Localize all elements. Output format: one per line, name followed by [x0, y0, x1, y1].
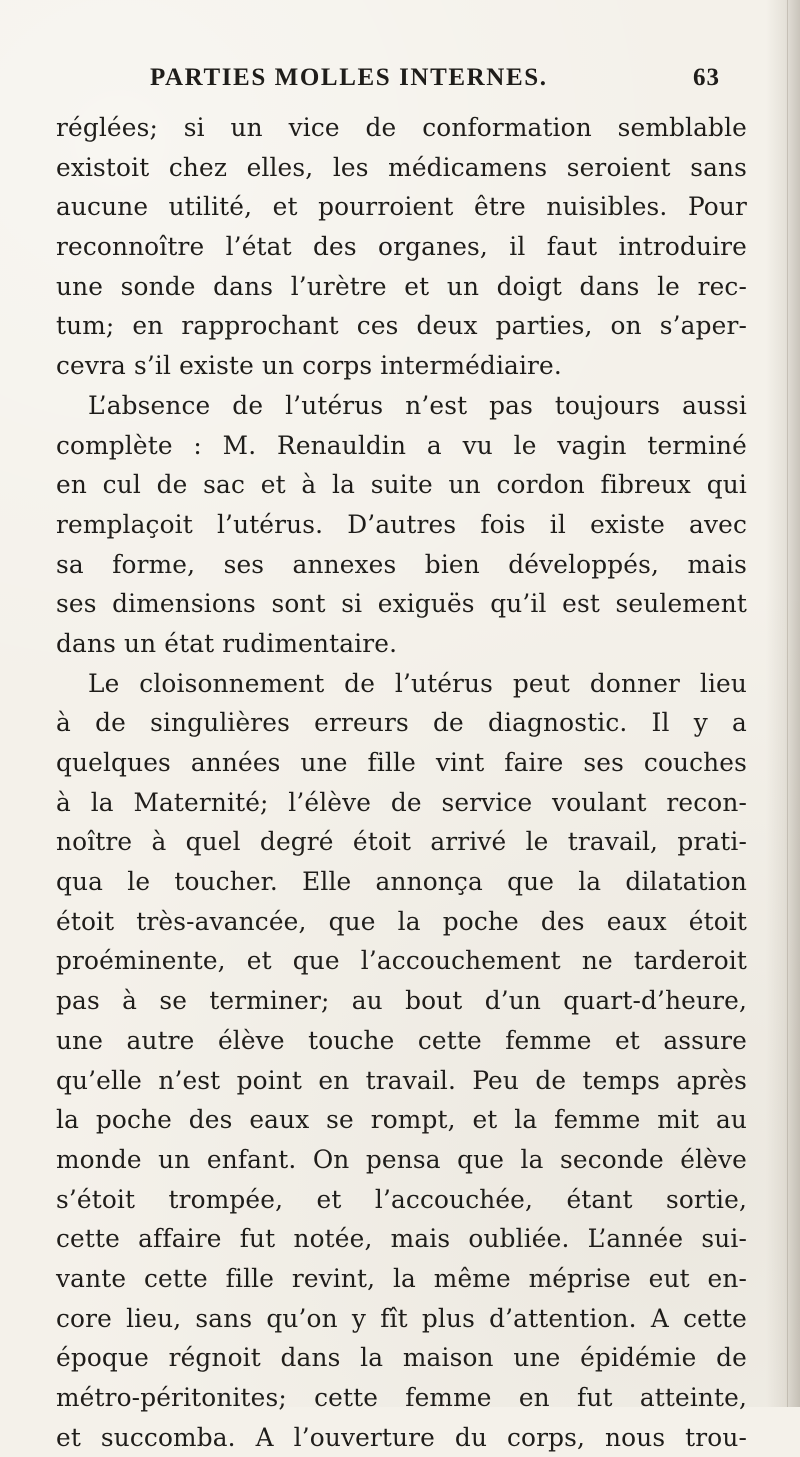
text-line: dans un état rudimentaire.	[56, 628, 398, 658]
text-line: existoit chez elles, les médicamens seroient sans	[56, 152, 747, 182]
page-edge-shadow	[766, 0, 800, 1407]
text-line: Le cloisonnement de l’utérus peut donner lieu	[88, 668, 747, 698]
page-header	[150, 64, 720, 98]
text-line: L’absence de l’utérus n’est pas toujours aussi	[88, 390, 747, 420]
running-title: PARTIES MOLLES INTERNES.	[150, 64, 548, 91]
page-edge-line	[787, 0, 788, 1407]
text-line: core lieu, sans qu’on y fît plus d’attention. A cette	[56, 1303, 747, 1333]
text-line: cette affaire fut notée, mais oubliée. L’année sui-	[56, 1224, 747, 1254]
text-line: époque régnoit dans la maison une épidémie de	[56, 1343, 747, 1373]
text-line: une sonde dans l’urètre et un doigt dans le rec-	[56, 271, 747, 301]
text-line: complète : M. Renauldin a vu le vagin terminé	[56, 430, 747, 460]
text-line: à de singulières erreurs de diagnostic. Il y a	[56, 708, 747, 738]
text-line: qu’elle n’est point en travail. Peu de temps après	[56, 1065, 747, 1095]
text-line: pas à se terminer; au bout d’un quart-d’heure,	[56, 986, 747, 1016]
page-number: 63	[693, 64, 720, 91]
text-line: réglées; si un vice de conformation semblable	[56, 113, 747, 142]
text-line: la poche des eaux se rompt, et la femme mit au	[56, 1105, 747, 1135]
text-line: étoit très-avancée, que la poche des eaux étoit	[56, 906, 747, 936]
text-line: ses dimensions sont si exiguës qu’il est seulement	[56, 589, 747, 619]
text-line: qua le toucher. Elle annonça que la dilatation	[56, 867, 747, 897]
text-line: aucune utilité, et pourroient être nuisibles. Pour	[56, 192, 747, 222]
text-line: tum; en rapprochant ces deux parties, on s’aper-	[56, 311, 747, 341]
text-line: reconnoître l’état des organes, il faut introduire	[56, 232, 747, 262]
text-line: une autre élève touche cette femme et assure	[56, 1025, 747, 1055]
text-line: sa forme, ses annexes bien développés, mais	[56, 549, 747, 579]
text-line: vante cette fille revint, la même méprise eut en-	[56, 1263, 747, 1293]
text-line: proéminente, et que l’accouchement ne tarderoit	[56, 946, 747, 976]
text-line: en cul de sac et à la suite un cordon fibreux qui	[56, 470, 747, 500]
text-line: remplaçoit l’utérus. D’autres fois il existe avec	[56, 509, 747, 539]
text-line: monde un enfant. On pensa que la seconde élève	[56, 1144, 747, 1174]
text-line: métro-péritonites; cette femme en fut atteinte,	[56, 1383, 747, 1412]
text-line: cevra s’il existe un corps intermédiaire.	[56, 351, 562, 381]
text-line: quelques années une fille vint faire ses couches	[56, 748, 747, 777]
text-line: noître à quel degré étoit arrivé le travail, prati-	[56, 827, 747, 857]
text-line: et succomba. A l’ouverture du corps, nous trou-	[56, 1422, 747, 1452]
body-text	[56, 108, 747, 1452]
text-line: à la Maternité; l’élève de service voulant recon-	[56, 787, 747, 817]
text-line: s’étoit trompée, et l’accouchée, étant sortie,	[56, 1184, 747, 1214]
